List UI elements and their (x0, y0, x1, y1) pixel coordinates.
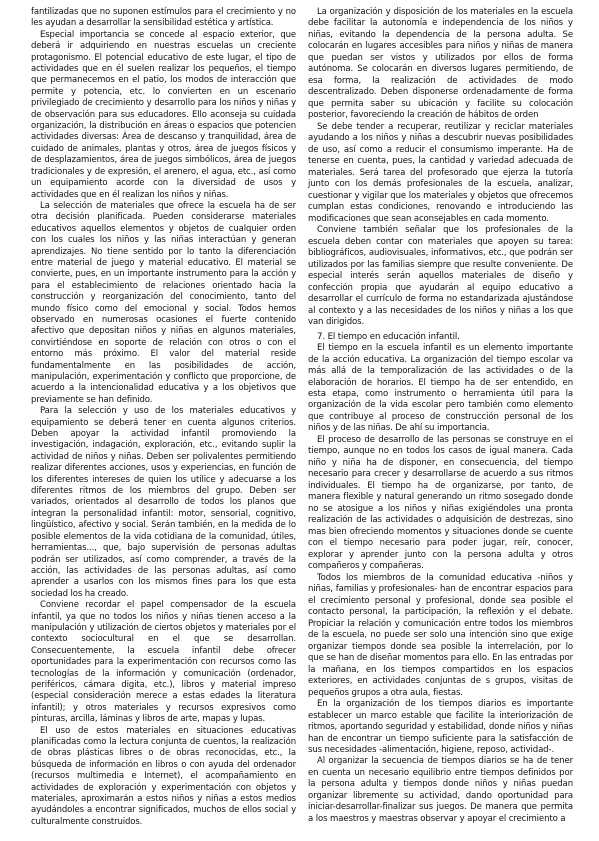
paragraph-outdoor-space: Especial importancia se concede al espacio exterior, que deberá ir adquiriendo en nuestras escuelas un creciente protagonismo. El potencial educativo de este lugar, el tipo de actividades que en él suelen realizar los pequeños, el tiempo que permanecemos en el patio, los modos de interacción que permite y potencia, etc. lo convierten en un escenario privilegiado de crecimiento y desarrollo para los niños y niñas y de observación para sus educadores. Ello aconseja su cuidada organización, la distribución en áreas o espacios que potencien actividades diversas: Área de descanso y tranquilidad, área de cuidado de animales, plantas y otros, área de juegos físicos y de desplazamientos, área de juegos simbólicos, área de juegos tradicionales y de expresión, el arenero, el agua, etc., así como un equipamiento acorde con la diversidad de usos y actividades que en él realizan los niños y niñas. (31, 29, 296, 200)
paragraph-material-recycling: Se debe tender a recuperar, reutilizar y reciclar materiales ayudando a los niños y niñas a descubrir nuevas posibilidades de uso, así como a reducir el consumismo imperante. Ha de tenerse en cuenta, pues, la cantidad y variedad adecuada de materiales. Será tarea del profesorado que ejerza la tutoría junto con los demás profesionales de la escuela, analizar, cuestionar y vigilar que los materiales y objetos que ofrecemos cumplan estas condiciones, renovando e introduciendo las modificaciones que sean aconsejables en cada momento. (308, 121, 573, 224)
paragraph-outdoor-continuation: fantilizadas que no suponen estímulos para el crecimiento y no les ayudan a desarrollar la sensibilidad estética y artística. (31, 7, 296, 29)
paragraph-daily-organization: En la organización de los tiempos diarios es importante establecer un marco estable que facilite la interiorización de ritmos, aportando seguridad y estabilidad, donde niños y niñas han de encontrar un tiempo suficiente para la satisfacción de sus necesidades -alimentación, higiene, reposo, actividad-. (308, 699, 573, 755)
section-heading-time: 7. El tiempo en educación infantil. (317, 331, 460, 342)
paragraph-professional-materials: Conviene también señalar que los profesionales de la escuela deben contar con materiales que apoyen su tarea: bibliográficos, audiovisuales, informativos, etc., que podrán ser utilizados por las familias siempre que resulte conveniente. De especial interés serán aquellos materiales de diseño y confección propia que ayudarán al equipo educativo a desarrollar el currículo de forma no estandarizada ajustándose al contexto y a las necesidades de los niños y niñas a los que van dirigidos. (308, 225, 573, 328)
paragraph-material-selection: La selección de materiales que ofrece la escuela ha de ser otra decisión planificada. Pueden considerarse materiales educativos aquellos elementos y objetos de cualquier orden con los cuales los niños y las niñas interactúan y generan aprendizajes. No tiene sentido por lo tanto la diferenciación entre material de juego y material educativo. El material se convierte, pues, en un importante instrumento para la acción y para el establecimiento de relaciones orientado hacia la construcción y reorganización del conocimiento, tanto del mundo físico como del emocional y social. Todos hemos observado en numerosas ocasiones el fuerte contenido afectivo que depositan niños y niñas en algunos materiales, convirtiéndose en soporte de relación con otros o con el entorno más próximo. El valor del material reside fundamentalmente en las posibilidades de acción, manipulación, experimentación y conflicto que proporcione, de acuerdo a la intencionalidad educativa y a los objetivos que previamente se han definido. (31, 200, 296, 405)
paragraph-compensatory-role: Conviene recordar el papel compensador de la escuela infantil, ya que no todos los niños y niñas tienen acceso a la manipulación y utilización de ciertos objetos y materiales por el contexto sociocultural en el que se desarrollan. Consecuentemente, la escuela infantil debe ofrecer oportunidades para la experimentación con recursos como las tecnologías de la información y comunicación (ordenador, periféricos, cámara digita, etc.), libros y material impreso (especial consideración merece a estas edades la literatura infantil); y otros materiales y recursos expresivos como pinturas, arcilla, láminas y libros de arte, mapas y lupas. (31, 600, 296, 725)
paragraph-community-spaces: Todos los miembros de la comunidad educativa -niños y niñas, familias y profesionales- han de encontrar espacios para el crecimiento personal y profesional, donde sea posible el contacto personal, la participación, la reflexión y el debate. Propiciar la relación y comunicación entre todos los miembros de la escuela, no puede ser solo una intención sino que exige organizar tiempos donde sea posible la interrelación, por lo que se han de diseñar momentos para ello. En las entradas por la mañana, en los tiempos compartidos en los espacios exteriores, en actividades conjuntas de s grupos, visitas de pequeños grupos a otra aula, fiestas. (308, 572, 573, 698)
paragraph-material-criteria: Para la selección y uso de los materiales educativos y equipamiento se deberá tener en cuenta algunos criterios. Deben apoyar la actividad infantil promoviendo la investigación, indagación, exploración, etc., evitando suplir la actividad de niños y niñas. Deben ser polivalentes permitiendo realizar diferentes acciones, usos y experiencias, en función de los diferentes intereses de quien los utilice y adecuarse a los diferentes ritmos de los miembros del grupo. Deben ser variados, orientados al desarrollo de todos los planos que integran la personalidad infantil: motor, sensorial, cognitivo, lingüístico, afectivo y social. Serán también, en la medida de lo posible elementos de la vida cotidiana de la comunidad, útiles, herramientas..., que, bajo supervisión de personas adultas podrán ser utilizados, así como comprender, a través de la acción, las actividades de las personas adultas, así como aprender a usarlos con los mismos fines para los que esta sociedad los ha creado. (31, 406, 296, 599)
paragraph-time-sequence: Al organizar la secuencia de tiempos diarios se ha de tener en cuenta un necesario equilibrio entre tiempos definidos por la persona adulta y tiempos donde niños y niñas puedan organizar libremente su actividad, dando oportunidad para iniciar-desarrollar-finalizar sus juegos. De manera que permita a los maestros y maestras observar y apoyar el crecimiento a (308, 756, 573, 824)
left-column (31, 7, 296, 828)
paragraph-development-process: El proceso de desarrollo de las personas se construye en el tiempo, aunque no en todos los casos de igual manera. Cada niño y niña ha de disponer, en consecuencia, del tiempo necesario para crecer y desarrollarse de acuerdo a sus ritmos individuales. El tiempo ha de organizarse, por tanto, de manera flexible y natural generando un ritmo sosegado donde no se atosigue a los niños y niñas exigiéndoles una pronta realización de las actividades o adquisición de destrezas, sino mas bien ofreciendo momentos y situaciones donde se cuente con el tiempo necesario para poder jugar, reír, conocer, explorar y aprender junto con la persona adulta y otros compañeros y compañeras. (308, 434, 573, 572)
right-column (308, 7, 573, 825)
paragraph-time-importance: El tiempo en la escuela infantil es un elemento importante de la acción educativa. La organización del tiempo escolar va más allá de la temporalización de las actividades o de la elaboración de horarios. El tiempo ha de ser entendido, en esta etapa, como instrumento o herramienta útil para la organización de la vida escolar pero también como elemento que contribuye al proceso de construcción personal de los niños y de las niñas. De ahí su importancia. (308, 343, 573, 434)
paragraph-material-organization: La organización y disposición de los materiales en la escuela debe facilitar la autonomía e independencia de los niños y niñas, evitando la dependencia de la persona adulta. Se colocarán en lugares accesibles para niños y niñas de manera que puedan ser vistos y utilizados por ellos de forma autónoma. Se colocarán en diversos lugares permitiendo, de esa forma, la realización de actividades de modo descentralizado. Deben disponerse ordenadamente de forma que permita saber su ubicación y facilite su colocación posterior, favoreciendo la creación de hábitos de orden (308, 7, 573, 121)
paragraph-material-use: El uso de estos materiales en situaciones educativas planificadas como la lectura conjunta de cuentos, la realización de obras plásticas libres o de obras reconocidas, etc., la búsqueda de información en libros o con ayuda del ordenador (recursos multimedia e Internet), el acompañamiento en actividades de exploración y experimentación con objetos y materiales, aproximarán a estos niños y niñas a estos medios ayudándoles a encontrar significados, muchos de ellos social y culturalmente construidos. (31, 725, 296, 827)
